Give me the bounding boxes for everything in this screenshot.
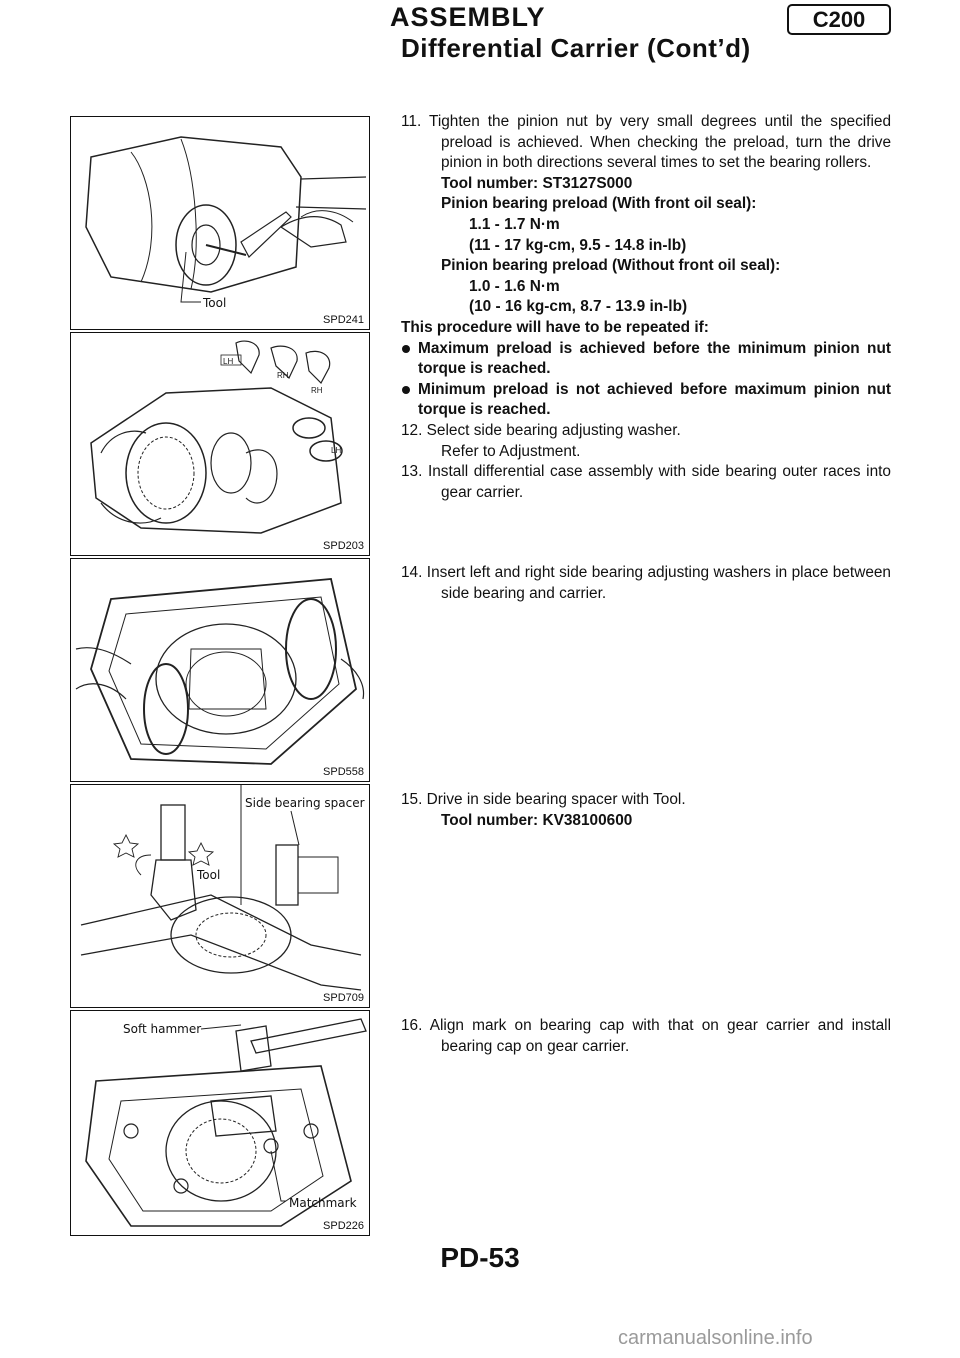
preload-with-seal-value: 1.1 - 1.7 N·m <box>469 215 560 233</box>
model-badge: C200 <box>787 4 891 35</box>
figure-id: SPD226 <box>323 1220 364 1232</box>
steps-11-13 <box>401 112 891 503</box>
section-title: ASSEMBLY <box>390 2 546 32</box>
preload-without-seal-alt: (10 - 16 kg-cm, 8.7 - 13.9 in-lb) <box>469 298 688 316</box>
preload-without-seal-value: 1.0 - 1.6 N·m <box>469 277 560 295</box>
preload-with-seal-alt: (11 - 17 kg-cm, 9.5 - 14.8 in-lb) <box>469 236 687 254</box>
step-12-sub: Refer to Adjustment. <box>441 442 581 460</box>
side-bearing-spacer-illustration <box>71 785 369 1007</box>
figure-id: SPD241 <box>323 314 364 326</box>
differential-case-illustration <box>71 333 369 555</box>
preload-without-seal-label: Pinion bearing preload (Without front oil seal): <box>441 257 781 275</box>
step-13: 13. Install differential case assembly with side bearing outer races into gear carrier. <box>401 463 891 501</box>
pinion-preload-illustration <box>71 117 369 329</box>
figure-spd226 <box>70 1010 370 1236</box>
figure-spd241 <box>70 116 370 330</box>
callout-soft-hammer: Soft hammer <box>123 1022 202 1036</box>
callout-rh: RH <box>277 371 289 380</box>
step-12: 12. Select side bearing adjusting washer. <box>401 421 681 439</box>
figure-spd709 <box>70 784 370 1008</box>
callout-matchmark: Matchmark <box>289 1196 357 1210</box>
callout-lh: LH <box>223 357 234 366</box>
step-15-block <box>401 790 891 831</box>
step-15-tool: Tool number: KV38100600 <box>441 811 633 829</box>
figure-spd203 <box>70 332 370 556</box>
watermark: carmanualsonline.info <box>618 1327 813 1349</box>
figure-id: SPD558 <box>323 766 364 778</box>
step-16-block <box>401 1016 891 1057</box>
section-subtitle: Differential Carrier (Cont’d) <box>401 33 751 63</box>
step-14: 14. Insert left and right side bearing adjusting washers in place between side bearing and carrier. <box>401 564 891 602</box>
step-14-block <box>401 563 891 604</box>
step-15: 15. Drive in side bearing spacer with Tool. <box>401 791 686 808</box>
callout-tool: Tool <box>203 296 227 310</box>
callout-tool: Tool <box>197 868 221 882</box>
figure-id: SPD203 <box>323 540 364 552</box>
page-number: PD-53 <box>440 1242 520 1273</box>
figure-id: SPD709 <box>323 992 364 1004</box>
bullet-min-preload: Minimum preload is not achieved before maximum pinion nut torque is reached. <box>401 380 891 421</box>
step-16: 16. Align mark on bearing cap with that on gear carrier and install bearing cap on gear carrier. <box>401 1017 891 1055</box>
bullet-max-preload: Maximum preload is achieved before the minimum pinion nut torque is reached. <box>401 339 891 380</box>
repeat-note: This procedure will have to be repeated if: <box>401 318 709 336</box>
callout-rh-2: RH <box>311 386 323 395</box>
bearing-cap-illustration <box>71 1011 369 1235</box>
callout-lh-2: LH <box>331 446 342 455</box>
step-11: 11. Tighten the pinion nut by very small degrees until the specified preload is achieved. When checking the preload, turn the drive pinion in both directions several times to set the bearing rollers. <box>401 113 891 172</box>
step-11-tool: Tool number: ST3127S000 <box>441 174 633 192</box>
adjusting-washer-illustration <box>71 559 369 781</box>
figure-spd558 <box>70 558 370 782</box>
preload-with-seal-label: Pinion bearing preload (With front oil seal): <box>441 195 757 213</box>
callout-side-bearing-spacer: Side bearing spacer <box>245 796 365 810</box>
